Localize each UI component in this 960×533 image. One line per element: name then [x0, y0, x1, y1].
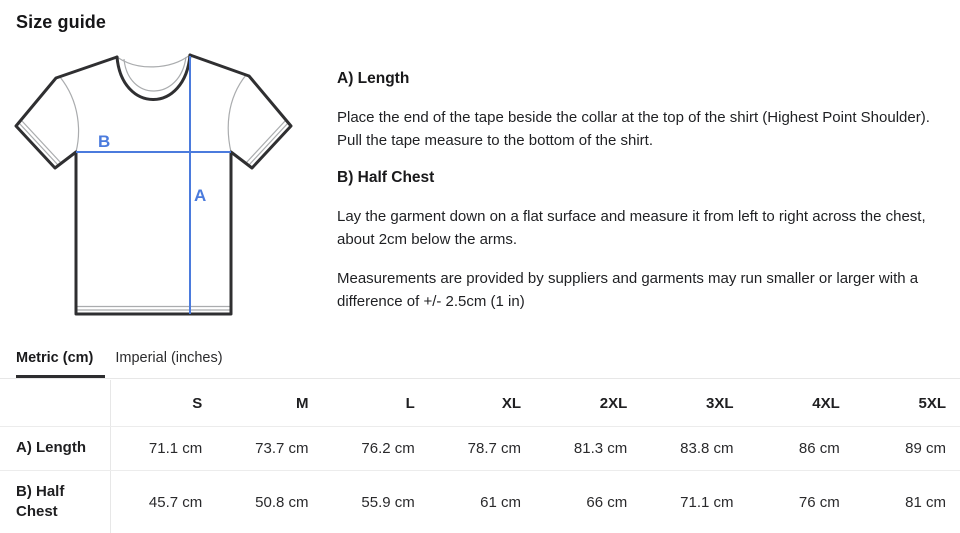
size-col-header-s: S: [110, 380, 216, 427]
tshirt-diagram: [0, 40, 320, 334]
half-chest-description: Lay the garment down on a flat surface and measure it from left to right across the chest, about 2cm below the arms.: [337, 208, 926, 248]
measurement-instructions: [337, 70, 933, 330]
half-chest-value-5xl: 81 cm: [905, 493, 946, 511]
row-label-length: A) Length: [0, 427, 110, 471]
length-value-l: 76.2 cm: [323, 427, 429, 471]
tab-imperial[interactable]: Imperial (inches): [115, 350, 223, 366]
page-title: Size guide: [16, 12, 107, 32]
tshirt-illustration-icon: [0, 40, 320, 334]
size-table: [0, 380, 960, 533]
length-value-s: 71.1 cm: [110, 427, 216, 471]
length-value-2xl: 81.3 cm: [535, 427, 641, 471]
measurement-disclaimer: Measurements are provided by suppliers and garments may run smaller or larger with a difference of +/- 2.5cm (1 in): [337, 270, 919, 310]
unit-tabs: [0, 348, 960, 379]
size-col-header-4xl: 4XL: [748, 380, 854, 427]
row-label-half-chest: B) Half Chest: [0, 471, 110, 533]
half-chest-value-xl: 61 cm: [480, 493, 521, 511]
size-table-header-row: [0, 380, 960, 427]
size-col-header-l: L: [323, 380, 429, 427]
half-chest-value-m: 50.8 cm: [255, 493, 309, 511]
table-row-length: [0, 427, 960, 471]
half-chest-value-2xl: 66 cm: [586, 493, 628, 511]
size-col-header-xl: XL: [429, 380, 535, 427]
length-value-3xl: 83.8 cm: [641, 427, 747, 471]
length-description: Place the end of the tape beside the collar at the top of the shirt (Highest Point Shoulder). Pull the tape measure to the bottom of the shirt.: [337, 109, 930, 149]
half-chest-value-s: 45.7 cm: [148, 493, 203, 511]
half-chest-value-l: 55.9 cm: [361, 493, 415, 511]
section-heading-half-chest: B) Half Chest: [337, 169, 435, 186]
half-chest-value-3xl: 71.1 cm: [680, 493, 734, 511]
length-value-xl: 78.7 cm: [429, 427, 535, 471]
length-value-m: 73.7 cm: [216, 427, 322, 471]
corner-cell: [0, 380, 110, 427]
section-heading-length: A) Length: [337, 70, 410, 87]
length-value-4xl: 86 cm: [748, 427, 854, 471]
size-col-header-5xl: 5XL: [854, 380, 960, 427]
size-col-header-3xl: 3XL: [641, 380, 747, 427]
size-col-header-2xl: 2XL: [535, 380, 641, 427]
measure-label-a: A: [194, 186, 207, 205]
measure-label-b: B: [98, 132, 111, 151]
length-value-5xl: 89 cm: [854, 427, 960, 471]
table-row-half-chest: [0, 471, 960, 533]
size-col-header-m: M: [216, 380, 322, 427]
tab-metric[interactable]: Metric (cm): [16, 348, 105, 378]
half-chest-value-4xl: 76 cm: [798, 493, 840, 511]
